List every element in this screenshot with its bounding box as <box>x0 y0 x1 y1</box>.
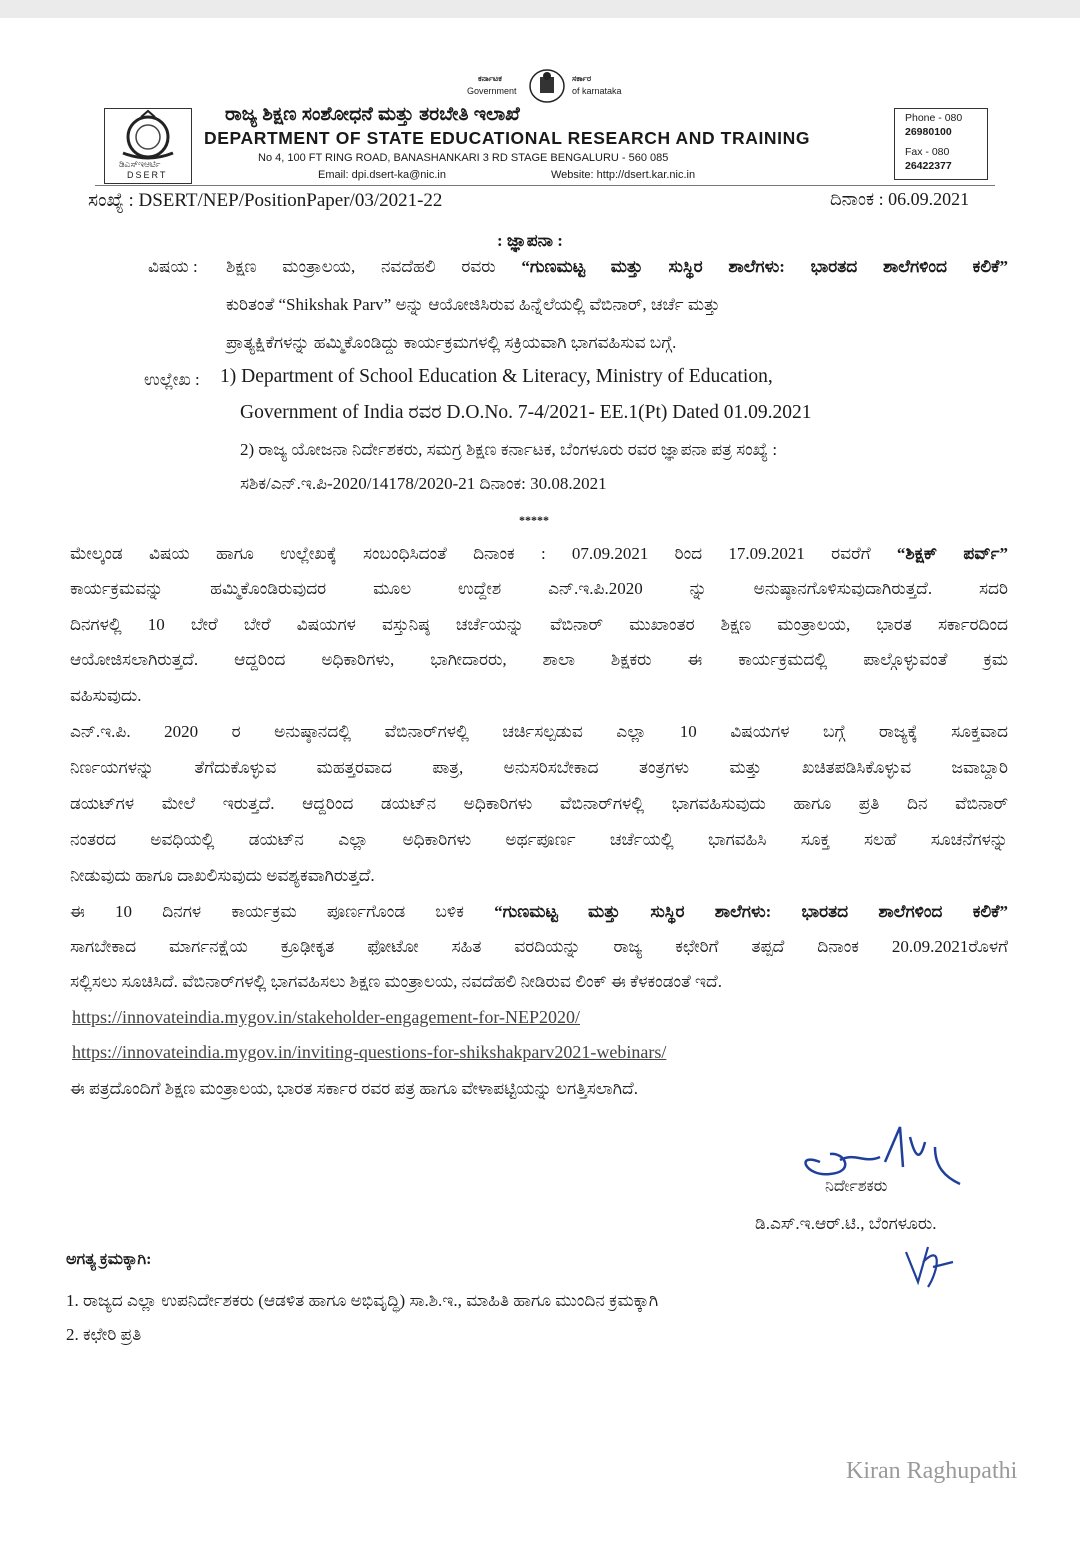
gov-en-left: Government <box>467 86 517 96</box>
para2-line-4: ನಂತರದ ಅವಧಿಯಲ್ಲಿ ಡಯಟ್‌ನ ಎಲ್ಲಾ ಅಧಿಕಾರಿಗಳು ಅರ್ಥಪೂರ್ಣ ಚರ್ಚೆಯಲ್ಲಿ ಭಾಗವಹಿಸಿ ಸೂಕ್ತ ಸಲಹೆ ಸೂಚನೆಗಳನ್ನು <box>70 830 1008 849</box>
action-item-1: 1. ರಾಜ್ಯದ ಎಲ್ಲಾ ಉಪನಿರ್ದೇಶಕರು (ಆಡಳಿತ ಹಾಗೂ ಅಭಿವೃದ್ಧಿ) ಸಾ.ಶಿ.ಇ., ಮಾಹಿತಿ ಹಾಗೂ ಮುಂದಿನ ಕ್ರಮಕ್ಕಾಗಿ <box>66 1291 659 1310</box>
para2-line-3: ಡಯಟ್‌ಗಳ ಮೇಲೆ ಇರುತ್ತದೆ. ಆದ್ದರಿಂದ ಡಯಟ್‌ನ ಅಧಿಕಾರಿಗಳು ವೆಬಿನಾರ್‌ಗಳಲ್ಲಿ ಭಾಗವಹಿಸುವುದು ಹಾಗೂ ಪ್ರತಿ ದಿನ ವೆಬಿನಾರ್ <box>70 794 1008 813</box>
separator: ***** <box>519 513 549 527</box>
para1-text: ಮೇಲ್ಕಂಡ ವಿಷಯ ಹಾಗೂ ಉಲ್ಲೇಖಕ್ಕೆ ಸಂಬಂಧಿಸಿದಂತೆ ದಿನಾಂಕ : 07.09.2021 ರಿಂದ 17.09.2021 ರವರೆಗೆ <box>70 544 897 563</box>
para1-line-5: ವಹಿಸುವುದು. <box>70 686 142 705</box>
para3-line-1 <box>70 902 1008 922</box>
link-stakeholder-engagement[interactable]: https://innovateindia.mygov.in/stakeholder-engagement-for-NEP2020/ <box>72 1007 580 1027</box>
subject-line-3: ಪ್ರಾತ್ಯಕ್ಷಿಕೆಗಳನ್ನು ಹಮ್ಮಿಕೊಂಡಿದ್ದು ಕಾರ್ಯಕ್ರಮಗಳಲ್ಲಿ ಸಕ್ರಿಯವಾಗಿ ಭಾಗವಹಿಸುವ ಬಗ್ಗೆ. <box>226 333 677 352</box>
reference-2-line-1: 2) ರಾಜ್ಯ ಯೋಜನಾ ನಿರ್ದೇಶಕರು, ಸಮಗ್ರ ಶಿಕ್ಷಣ ಕರ್ನಾಟಕ, ಬೆಂಗಳೂರು ರವರ ಜ್ಞಾಪನಾ ಪತ್ರ ಸಂಖ್ಯೆ : <box>240 440 778 459</box>
para2-line-1: ಎನ್.ಇ.ಪಿ. 2020 ರ ಅನುಷ್ಠಾನದಲ್ಲಿ ವೆಬಿನಾರ್‌ಗಳಲ್ಲಿ ಚರ್ಚಿಸಲ್ಪಡುವ ಎಲ್ಲಾ 10 ವಿಷಯಗಳ ಬಗ್ಗೆ ರಾಜ್ಯಕ್ಕೆ ಸೂಕ್ತವಾದ <box>70 722 1008 741</box>
para2-line-2: ನಿರ್ಣಯಗಳನ್ನು ತೆಗೆದುಕೊಳ್ಳುವ ಮಹತ್ತರವಾದ ಪಾತ್ರ, ಅನುಸರಿಸಬೇಕಾದ ತಂತ್ರಗಳು ಮತ್ತು ಖಚಿತಪಡಿಸಿಕೊಳ್ಳುವ ಜವಾಬ್ದಾರಿ <box>70 758 1008 777</box>
dept-address: No 4, 100 FT RING ROAD, BANASHANKARI 3 RD STAGE BENGALURU - 560 085 <box>258 152 669 164</box>
letter-date: ದಿನಾಂಕ : 06.09.2021 <box>830 189 970 209</box>
action-item-2: 2. ಕಛೇರಿ ಪ್ರತಿ <box>66 1325 142 1344</box>
memo-title: : ಜ್ಞಾಪನಾ : <box>497 231 563 250</box>
signatory-office: ಡಿ.ಎಸ್.ಇ.ಆರ್.ಟಿ., ಬೆಂಗಳೂರು. <box>755 1214 937 1233</box>
fax-label: Fax - 080 <box>905 146 950 158</box>
initials-icon <box>898 1232 958 1299</box>
para3-line-2: ಸಾಗಬೇಕಾದ ಮಾರ್ಗನಕ್ಷೆಯ ಕ್ರೂಢೀಕೃತ ಫೋಟೋ ಸಹಿತ ವರದಿಯನ್ನು ರಾಜ್ಯ ಕಛೇರಿಗೆ ತಪ್ಪದೆ ದಿನಾಂಕ 20.09.2021ರೊಳಗೆ <box>70 937 1008 956</box>
gov-kn-right: ಸರ್ಕಾರ <box>572 74 592 83</box>
shikshak-parv-title: “ಶಿಕ್ಷಕ್ ಪರ್ವ್” <box>896 544 1008 563</box>
para1-line-1 <box>70 544 1008 564</box>
watermark: Kiran Raghupathi <box>846 1458 1018 1484</box>
logo-text-en: DSERT <box>127 170 168 180</box>
dept-name-en: DEPARTMENT OF STATE EDUCATIONAL RESEARCH AND TRAINING <box>204 128 811 148</box>
para1-line-2: ಕಾರ್ಯಕ್ರಮವನ್ನು ಹಮ್ಮಿಕೊಂಡಿರುವುದರ ಮೂಲ ಉದ್ದೇಶ ಎನ್.ಇ.ಪಿ.2020 ನ್ನು ಅನುಷ್ಠಾನಗೊಳಿಸುವುದಾಗಿರುತ್ತದೆ. ಸದರಿ <box>70 579 1008 598</box>
subject-text: ಶಿಕ್ಷಣ ಮಂತ್ರಾಲಯ, ನವದೆಹಲಿ ರವರು <box>226 257 522 276</box>
para3-line-3: ಸಲ್ಲಿಸಲು ಸೂಚಿಸಿದೆ. ವೆಬಿನಾರ್‌ಗಳಲ್ಲಿ ಭಾಗವಹಿಸಲು ಶಿಕ್ಷಣ ಮಂತ್ರಾಲಯ, ನವದೆಹಲಿ ನೀಡಿರುವ ಲಿಂಕ್ ಈ ಕೆಳಕಂಡಂತೆ ಇದೆ. <box>70 972 722 991</box>
references-label: ಉಲ್ಲೇಖ : <box>144 370 200 389</box>
phone-label: Phone - 080 <box>905 112 963 124</box>
reference-1-line-2: Government of India ರವರ D.O.No. 7-4/2021- EE.1(Pt) Dated 01.09.2021 <box>240 402 812 423</box>
reference-2-line-2: ಸಶಿಕ/ಎನ್.ಇ.ಪಿ-2020/14178/2020-21 ದಿನಾಂಕ: 30.08.2021 <box>240 474 607 493</box>
karnataka-emblem-icon <box>527 68 567 109</box>
subject-label: ವಿಷಯ : <box>148 257 198 276</box>
subject-title: “ಗುಣಮಟ್ಟ ಮತ್ತು ಸುಸ್ಥಿರ ಶಾಲೆಗಳು: ಭಾರತದ ಶಾಲೆಗಳಿಂದ ಕಲಿಕೆ” <box>521 257 1008 276</box>
dept-name-kn: ರಾಜ್ಯ ಶಿಕ್ಷಣ ಸಂಶೋಧನೆ ಮತ್ತು ತರಬೇತಿ ಇಲಾಖೆ <box>225 104 520 125</box>
para2-line-5: ನೀಡುವುದು ಹಾಗೂ ದಾಖಲಿಸುವುದು ಅವಶ್ಯಕವಾಗಿರುತ್ತದೆ. <box>70 866 375 885</box>
header-divider <box>95 185 995 186</box>
gov-en-right: of karnataka <box>572 86 622 96</box>
dsert-logo <box>104 108 192 184</box>
para3-title: “ಗುಣಮಟ್ಟ ಮತ್ತು ಸುಸ್ಥಿರ ಶಾಲೆಗಳು: ಭಾರತದ ಶಾಲೆಗಳಿಂದ ಕಲಿಕೆ” <box>494 902 1008 921</box>
reference-1-line-1: 1) Department of School Education & Literacy, Ministry of Education, <box>220 366 773 387</box>
subject-line-1 <box>226 257 1008 277</box>
para3-text: ಈ 10 ದಿನಗಳ ಕಾರ್ಯಕ್ರಮ ಪೂರ್ಣಗೊಂಡ ಬಳಿಕ <box>70 902 495 921</box>
phone-number: 26980100 <box>905 126 952 138</box>
dsert-emblem-icon <box>105 109 191 161</box>
para1-line-3: ದಿನಗಳಲ್ಲಿ 10 ಬೇರೆ ಬೇರೆ ವಿಷಯಗಳ ವಸ್ತುನಿಷ್ಠ ಚರ್ಚೆಯನ್ನು ವೆಬಿನಾರ್ ಮುಖಾಂತರ ಶಿಕ್ಷಣ ಮಂತ್ರಾಲಯ, ಭಾರತ ಸರ್ಕಾರದಿಂದ <box>70 615 1008 634</box>
contact-box <box>894 108 988 180</box>
logo-text-kn: ಡಿಎಸ್ಇಆರ್ಟಿ <box>119 159 161 169</box>
reference-number: ಸಂಖ್ಯೆ : DSERT/NEP/PositionPaper/03/2021-22 <box>88 190 443 211</box>
subject-line-2: ಕುರಿತಂತೆ “Shikshak Parv” ಅನ್ನು ಆಯೋಜಿಸಿರುವ ಹಿನ್ನೆಲೆಯಲ್ಲಿ ವೆಬಿನಾರ್, ಚರ್ಚೆ ಮತ್ತು <box>226 295 720 314</box>
dept-website: Website: http://dsert.kar.nic.in <box>551 169 696 181</box>
fax-number: 26422377 <box>905 160 952 172</box>
para3-line-4: ಈ ಪತ್ರದೊಂದಿಗೆ ಶಿಕ್ಷಣ ಮಂತ್ರಾಲಯ, ಭಾರತ ಸರ್ಕಾರ ರವರ ಪತ್ರ ಹಾಗೂ ವೇಳಾಪಟ್ಟಿಯನ್ನು ಲಗತ್ತಿಸಲಾಗಿದೆ. <box>70 1079 638 1098</box>
gov-kn-left: ಕರ್ನಾಟಕ <box>478 74 502 83</box>
link-inviting-questions[interactable]: https://innovateindia.mygov.in/inviting-questions-for-shikshakparv2021-webinars/ <box>72 1042 667 1062</box>
top-band <box>0 0 1080 18</box>
action-heading: ಅಗತ್ಯ ಕ್ರಮಕ್ಕಾಗಿ: <box>66 1251 152 1268</box>
dept-email: Email: dpi.dsert-ka@nic.in <box>318 169 446 181</box>
para1-line-4: ಆಯೋಜಿಸಲಾಗಿರುತ್ತದೆ. ಆದ್ದರಿಂದ ಅಧಿಕಾರಿಗಳು, ಭಾಗೀದಾರರು, ಶಾಲಾ ಶಿಕ್ಷಕರು ಈ ಕಾರ್ಯಕ್ರಮದಲ್ಲಿ ಪಾಲ್ಗೊಳ್ಳುವಂತೆ ಕ್ರಮ <box>70 650 1008 669</box>
signatory-title: ನಿರ್ದೇಶಕರು <box>825 1178 888 1195</box>
